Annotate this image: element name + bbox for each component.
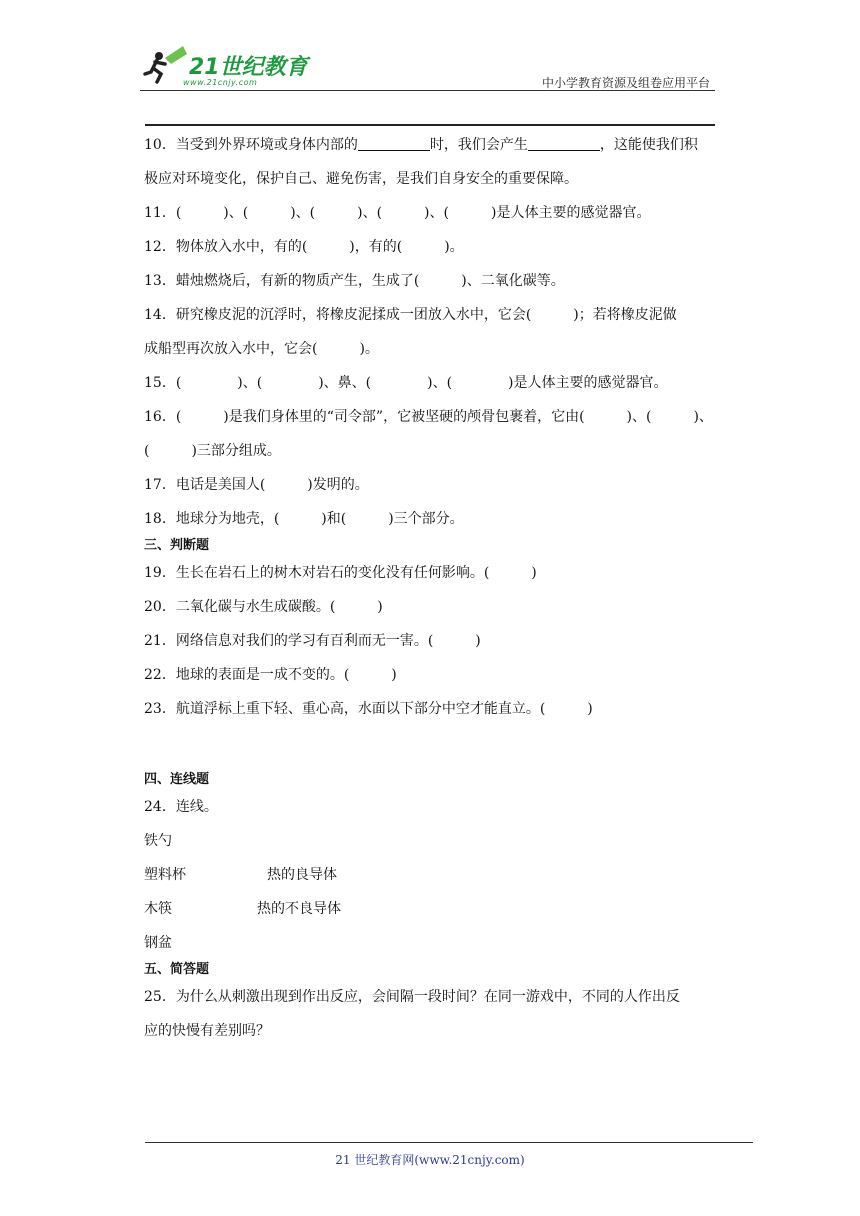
question-10-cont: 极应对环境变化，保护自己、避免伤害，是我们自身安全的重要保障。	[144, 171, 578, 187]
match-item-left[interactable]: 塑料杯	[144, 867, 186, 883]
question-25: 25．为什么从刺激出现到作出反应，会间隔一段时间？在同一游戏中，不同的人作出反	[144, 989, 680, 1005]
question-16-cont: ( )三部分组成。	[144, 443, 281, 459]
question-16: 16．( )是我们身体里的“司令部”，它被坚硬的颅骨包裹着，它由( )、( )、	[144, 409, 713, 425]
spacer	[144, 726, 719, 770]
logo	[143, 44, 323, 92]
question-14-cont: 成船型再次放入水中，它会( )。	[144, 341, 379, 357]
question-content	[144, 128, 719, 1048]
footer-divider	[145, 1142, 753, 1143]
match-row	[144, 926, 719, 960]
content-top-divider	[145, 124, 715, 126]
match-item-left[interactable]: 木筷	[144, 901, 172, 917]
question-18: 18．地球分为地壳，( )和( )三个部分。	[144, 511, 464, 527]
question-22: 22．地球的表面是一成不变的。( )	[144, 667, 397, 683]
question-19: 19．生长在岩石上的树木对岩石的变化没有任何影响。( )	[144, 565, 537, 581]
answer-blank[interactable]	[528, 134, 600, 151]
question-10: 10．当受到外界环境或身体内部的 时，我们会产生 ，这能使我们积	[144, 128, 719, 162]
question-23: 23．航道浮标上重下轻、重心高，水面以下部分中空才能直立。( )	[144, 701, 593, 717]
match-row	[144, 858, 719, 892]
platform-label: 中小学教育资源及组卷应用平台	[541, 76, 710, 90]
match-item-left[interactable]: 铁勺	[144, 833, 172, 849]
section-heading-match: 四、连线题	[144, 772, 210, 787]
section-heading-short-answer: 五、简答题	[144, 962, 210, 977]
question-14: 14．研究橡皮泥的沉浮时，将橡皮泥揉成一团放入水中，它会( )；若将橡皮泥做	[144, 307, 677, 323]
question-11: 11．( )、( )、( )、( )、( )是人体主要的感觉器官。	[144, 205, 651, 221]
answer-blank[interactable]	[358, 134, 430, 151]
logo-url: www.21cnjy.com	[183, 78, 258, 87]
header-divider	[140, 90, 715, 91]
question-17: 17．电话是美国人( )发明的。	[144, 477, 369, 493]
question-25-cont: 应的快慢有差别吗？	[144, 1023, 270, 1039]
question-12: 12．物体放入水中，有的( )，有的( )。	[144, 239, 464, 255]
question-15: 15．( )、( )、鼻、( )、( )是人体主要的感觉器官。	[144, 375, 668, 391]
question-20: 20．二氧化碳与水生成碳酸。( )	[144, 599, 383, 615]
section-heading-judge: 三、判断题	[144, 538, 210, 553]
footer-link[interactable]: 21 世纪教育网(www.21cnjy.com)	[335, 1153, 525, 1167]
question-24: 24．连线。	[144, 799, 218, 815]
match-item-left[interactable]: 钢盆	[144, 935, 172, 951]
question-13: 13．蜡烛燃烧后，有新的物质产生，生成了( )、二氧化碳等。	[144, 273, 565, 289]
question-21: 21．网络信息对我们的学习有百利而无一害。( )	[144, 633, 481, 649]
match-row	[144, 824, 719, 858]
match-item-right[interactable]: 热的良导体	[267, 867, 337, 883]
match-item-right[interactable]: 热的不良导体	[257, 901, 341, 917]
logo-text: 21世纪教育	[189, 55, 308, 80]
match-row	[144, 892, 719, 926]
